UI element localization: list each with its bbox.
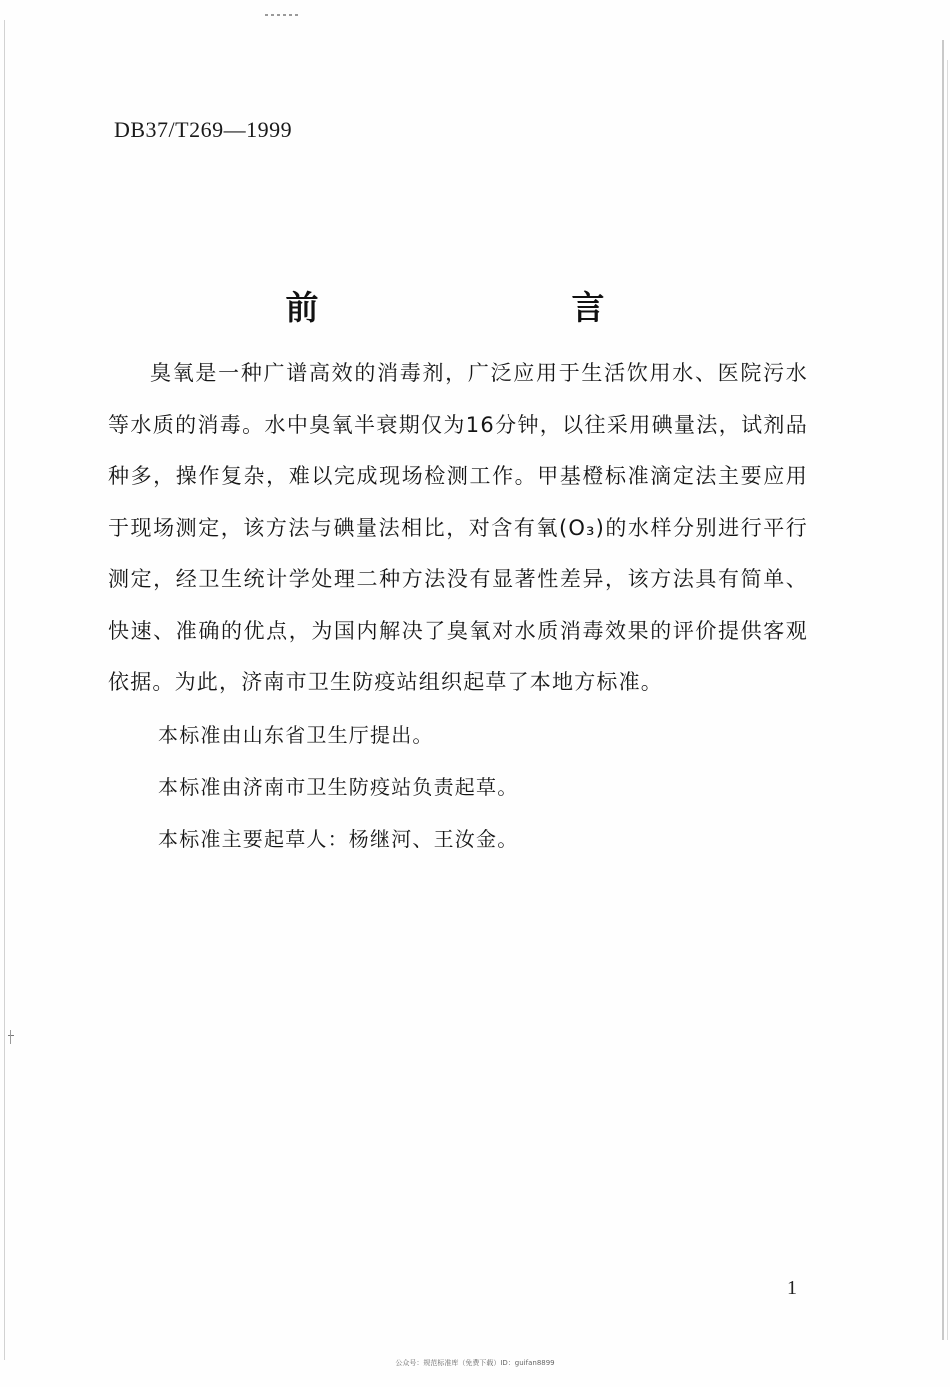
page-number: 1 [787, 1277, 797, 1299]
proposer-line: 本标准由山东省卫生厅提出。 [158, 722, 434, 747]
scan-tick-mark [8, 1035, 14, 1036]
document-body [108, 348, 808, 865]
scan-tick-mark-vertical [10, 1030, 11, 1044]
scan-edge-right-inner [947, 60, 948, 1340]
footer-watermark-note: 公众号：规范标准库（免费下载）ID：guifan8899 [395, 1359, 555, 1367]
drafting-unit-line: 本标准由济南市卫生防疫站负责起草。 [158, 774, 519, 799]
document-code: DB37/T269—1999 [114, 117, 293, 142]
scan-edge-left [4, 20, 5, 1360]
scan-top-mark [265, 14, 299, 16]
foreword-paragraph: 臭氧是一种广谱高效的消毒剂，广泛应用于生活饮用水、医院污水等水质的消毒。水中臭氧半衰期仅为16分钟，以往采用碘量法，试剂品种多，操作复杂，难以完成现场检测工作。甲基橙标准滴定法主要应用于现场测定，该方法与碘量法相比，对含有氧(O₃)的水样分别进行平行测定，经卫生统计学处理二种方法没有显著性差异，该方法具有简单、快速、准确的优点，为国内解决了臭氧对水质消毒效果的评价提供客观依据。为此，济南市卫生防疫站组织起草了本地方标准。 [108, 361, 808, 694]
page-title: 前 言 [285, 288, 715, 327]
drafters-line: 本标准主要起草人：杨继河、王汝金。 [158, 826, 519, 851]
scan-edge-right [942, 40, 944, 1340]
